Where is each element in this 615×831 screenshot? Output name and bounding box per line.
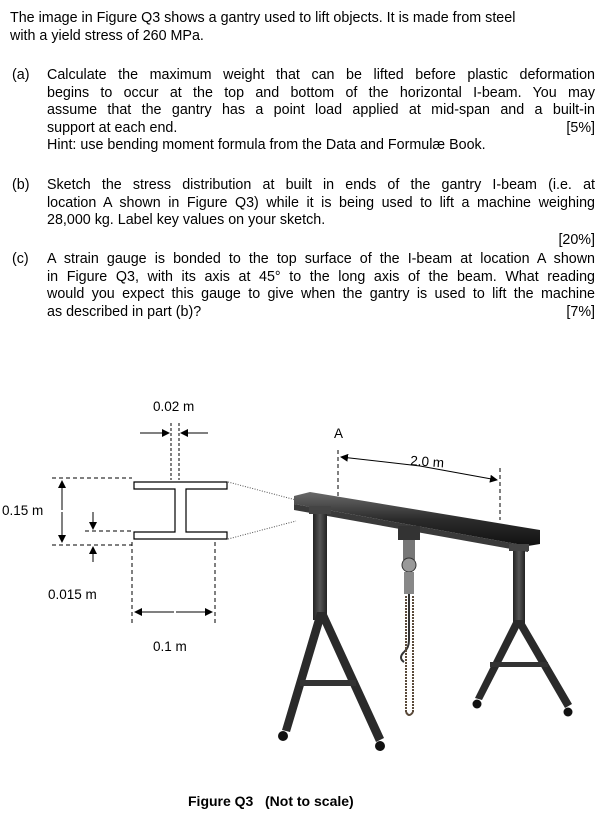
question-c-line: in Figure Q3, with its axis at 45° to the long axis of the beam. What reading [47, 268, 595, 285]
gantry-illustration [278, 492, 573, 751]
dim-width-label: 0.1 m [153, 639, 187, 654]
question-b-line: location A shown in Figure Q3) while it is being used to lift a machine weighing [47, 194, 595, 211]
question-b-mark: [20%] [558, 232, 595, 248]
location-a-label: A [334, 426, 344, 441]
question-a-line: assume that the gantry has a point load applied at mid-span and a built-in [47, 102, 595, 118]
question-a-label: (a) [12, 67, 30, 83]
question-b-line: 28,000 kg. Label key values on your sketch. [47, 212, 326, 228]
dim-web-label: 0.02 m [153, 399, 195, 414]
intro-line-1: The image in Figure Q3 shows a gantry used to lift objects. It is made from steel [10, 10, 516, 26]
figure-caption: Figure Q3 (Not to scale) [188, 793, 354, 809]
question-c-line: as described in part (b)? [7%] [47, 303, 595, 320]
section-leader-lines [228, 482, 296, 539]
dim-height-label: 0.15 m [2, 503, 44, 518]
question-a-mark: [5%] [566, 119, 595, 136]
question-b-line: Sketch the stress distribution at built in ends of the gantry I-beam (i.e. at [47, 177, 595, 193]
i-beam-cross-section [134, 482, 227, 539]
question-c-line: would you expect this gauge to give when the gantry is used to lift the machine [47, 286, 595, 302]
intro-line-2: with a yield stress of 260 MPa. [10, 27, 204, 44]
dim-flange-label: 0.015 m [48, 587, 97, 602]
height-dimension [52, 478, 132, 545]
question-a-hint: Hint: use bending moment formula from the Data and Formulæ Book. [47, 137, 486, 153]
question-a-line: begins to occur at the top and bottom of the horizontal I-beam. You may [47, 84, 595, 101]
question-a-line: Calculate the maximum weight that can be lifted before plastic deformation [47, 67, 595, 83]
question-c-label: (c) [12, 251, 29, 267]
width-dimension [132, 542, 215, 625]
flange-dimension [85, 512, 132, 562]
question-a-line: support at each end. [5%] [47, 119, 595, 136]
question-b-label: (b) [12, 177, 30, 193]
web-width-dimension [140, 423, 208, 480]
dim-span-label: 2.0 m [409, 453, 445, 471]
question-c-mark: [7%] [566, 303, 595, 320]
question-c-line: A strain gauge is bonded to the top surface of the I-beam at location A shown [47, 251, 595, 267]
